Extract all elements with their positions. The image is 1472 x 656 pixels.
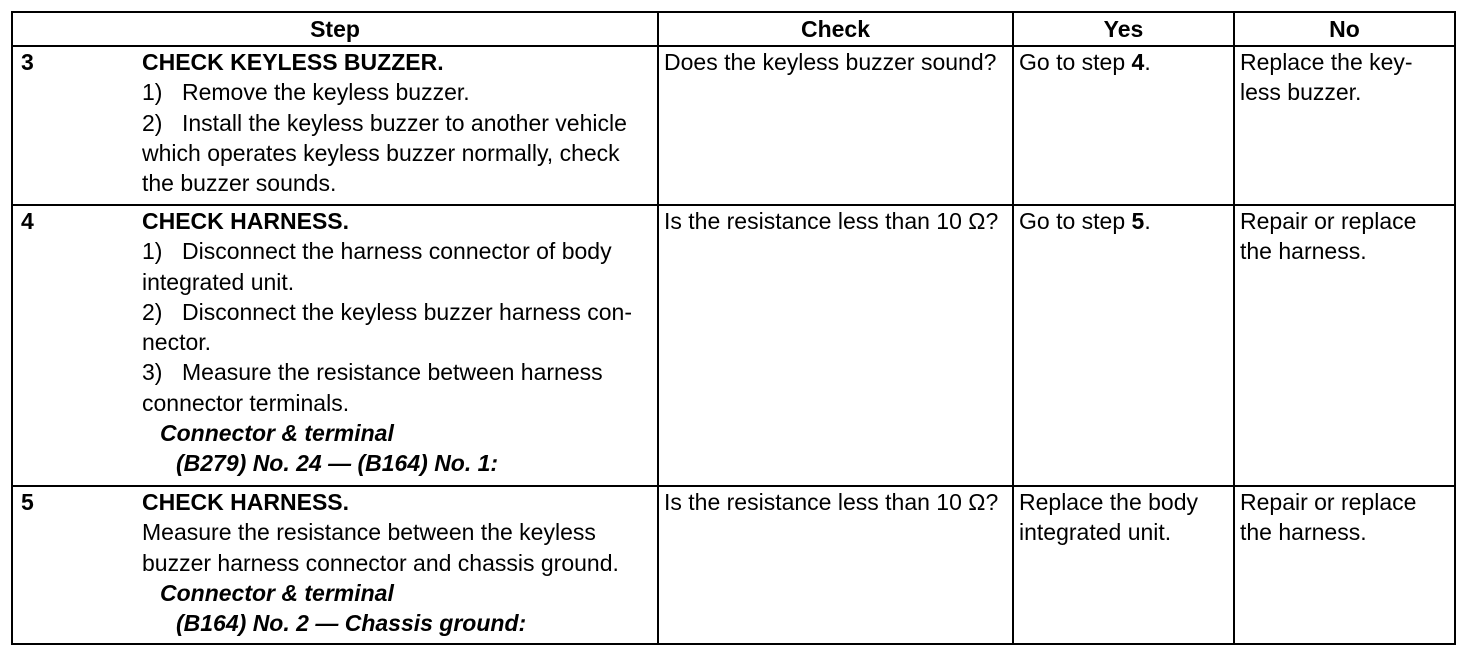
step-instruction [142,108,648,138]
check-cell: Does the keyless buzzer sound? [658,46,1013,205]
step-instruction [142,77,648,107]
instruction-continuation: integrated unit. [142,268,295,295]
check-cell: Is the resistance less than 10 Ω? [658,486,1013,644]
yes-suffix: . [1144,49,1151,75]
table-row [12,46,1455,205]
step-number: 5 [21,489,34,515]
connector-terminal-label: Connector & terminal [160,579,394,606]
instruction-text: Remove the keyless buzzer. [182,79,470,106]
yes-cell [1013,205,1234,486]
connector-terminal-value: (B164) No. 2 — Chassis ground: [176,610,527,637]
step-body-line: buzzer harness connector and chassis ground. [142,549,619,576]
instruction-text: Disconnect the keyless buzzer harness con- [182,298,632,325]
instruction-number: 1) [142,79,163,106]
yes-suffix: . [1144,208,1151,234]
step-instruction [142,357,648,387]
instruction-number: 2) [142,298,163,325]
table-row [12,205,1455,486]
instruction-number: 2) [142,109,163,136]
step-number: 4 [21,208,34,234]
yes-text: Go to step [1019,49,1132,75]
yes-cell: Replace the body integrated unit. [1013,486,1234,644]
instruction-continuation: the buzzer sounds. [142,170,337,197]
step-number: 3 [21,49,34,75]
connector-terminal-value: (B279) No. 24 — (B164) No. 1: [176,450,499,477]
instruction-text: Disconnect the harness connector of body [182,238,612,265]
step-title: CHECK KEYLESS BUZZER. [142,49,444,75]
instruction-text: Measure the resistance between harness [182,359,603,386]
header-row [12,12,1455,46]
check-cell: Is the resistance less than 10 Ω? [658,205,1013,486]
step-instruction [142,236,648,266]
step-title: CHECK HARNESS. [142,489,350,515]
step-reference: 4 [1131,49,1145,75]
step-body-line: Measure the resistance between the keyless [142,519,596,546]
no-cell: Repair or replace the harness. [1234,205,1455,486]
instruction-number: 1) [142,238,163,265]
yes-text: Go to step [1019,208,1132,234]
header-check: Check [658,12,1013,46]
table-row [12,486,1455,644]
diagnostic-table [11,11,1456,645]
step-reference: 5 [1131,208,1145,234]
connector-terminal-label: Connector & terminal [160,420,394,447]
header-yes: Yes [1013,12,1234,46]
instruction-continuation: nector. [142,329,212,356]
step-cell [12,205,658,486]
header-no: No [1234,12,1455,46]
step-title: CHECK HARNESS. [142,208,350,234]
step-instruction [142,297,648,327]
instruction-number: 3) [142,359,163,386]
instruction-continuation: connector terminals. [142,389,350,416]
header-step: Step [12,12,658,46]
yes-cell [1013,46,1234,205]
instruction-continuation: which operates keyless buzzer normally, check [142,139,620,166]
step-cell [12,486,658,644]
no-cell: Repair or replace the harness. [1234,486,1455,644]
step-cell [12,46,658,205]
no-cell: Replace the key-less buzzer. [1234,46,1455,205]
instruction-text: Install the keyless buzzer to another vehicle [182,109,627,136]
